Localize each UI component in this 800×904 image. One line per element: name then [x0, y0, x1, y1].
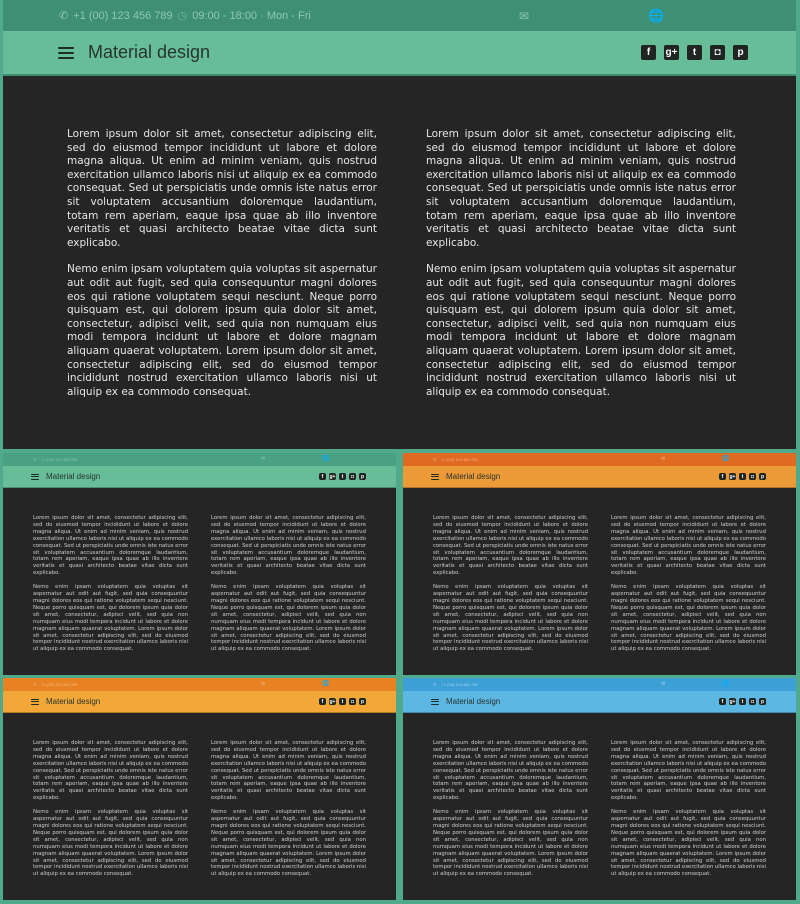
paragraph: Lorem ipsum dolor sit amet, consectetur adipiscing elit, sed do eiusmod tempor incididunt ut labore et dolore magna aliqua. Ut enim ad minim veniam, quis nostrud exercitation ullamco laboris nisi ut aliquip ex ea commodo consequat. Sed ut perspiciatis unde omnis iste natus error sit voluptatem accusantium doloremque laudantium, totam rem aperiam, eaque ipsa quae ab illo inventore veritatis et quasi architecto beatae vitae dicta sunt explicabo. — [211, 515, 366, 577]
mail-icon: ✉ — [661, 681, 666, 687]
paragraph: Nemo enim ipsam voluptatem quia voluptas sit aspernatur aut odit aut fugit, sed quia consequuntur magni dolores eos qui ratione voluptatem sequi nesciunt. Neque porro quisquam est, qui dolorem ipsum quia dolor sit amet, consectetur, adipisci velit, sed quia non numquam eius modi tempora incidunt ut labore et dolore magnam aliquam quaerat voluptatem. Lorem ipsum dolor sit amet, consectetur adipiscing elit, sed do eiusmod tempor incididunt nostrud exercitation ullamco laboris nisi ut aliquip ex ea commodo consequat. — [611, 584, 766, 653]
pinterest-icon: p — [360, 698, 365, 705]
social-links — [633, 45, 748, 60]
app-bar — [3, 31, 796, 76]
twitter-icon: t — [339, 473, 346, 480]
paragraph: Nemo enim ipsam voluptatem quia voluptas sit aspernatur aut odit aut fugit, sed quia consequuntur magni dolores eos qui ratione voluptatem sequi nesciunt. Neque porro quisquam est, qui dolorem ipsum quia dolor sit amet, consectetur, adipisci velit, sed quia non numquam eius modi tempora incidunt ut labore et dolore magnam aliquam quaerat voluptatem. Lorem ipsum dolor sit amet, consectetur adipiscing elit, sed do eiusmod tempor incididunt nostrud exercitation ullamco laboris nisi ut aliquip ex ea commodo consequat. — [211, 584, 366, 653]
pinterest-icon[interactable]: p — [733, 45, 748, 60]
instagram-icon: ◘ — [750, 698, 755, 705]
paragraph: Nemo enim ipsam voluptatem quia voluptas sit aspernatur aut odit aut fugit, sed quia consequuntur magni dolores eos qui ratione voluptatem sequi nesciunt. Neque porro quisquam est, qui dolorem ipsum quia dolor sit amet, consectetur, adipisci velit, sed quia non numquam eius modi tempora incidunt ut labore et dolore magnam aliquam quaerat voluptatem. Lorem ipsum dolor sit amet, consectetur adipiscing elit, sed do eiusmod tempor incididunt nostrud exercitation ullamco laboris nisi ut aliquip ex ea commodo consequat. — [33, 584, 188, 653]
top-info-bar — [3, 678, 396, 691]
top-info-bar — [3, 453, 396, 466]
facebook-icon: f — [319, 473, 326, 480]
theme-preview-deep-orange[interactable] — [403, 453, 796, 675]
instagram-icon: ◘ — [350, 698, 355, 705]
clock-icon: ◷ — [177, 10, 188, 22]
content-area — [3, 76, 796, 412]
instagram-icon: ◘ — [750, 473, 755, 480]
paragraph: Lorem ipsum dolor sit amet, consectetur adipiscing elit, sed do eiusmod tempor incididunt ut labore et dolore magna aliqua. Ut enim ad minim veniam, quis nostrud exercitation ullamco laboris nisi ut aliquip ex ea commodo consequat. Sed ut perspiciatis unde omnis iste natus error sit voluptatem accusantium doloremque laudantium, totam rem aperiam, eaque ipsa quae ab illo inventore veritatis et quasi architecto beatae vitae dicta sunt explicabo. — [426, 128, 736, 249]
phone-icon: ✆ — [33, 682, 37, 687]
phone-icon: ✆ — [433, 682, 437, 687]
hamburger-menu-icon — [431, 699, 439, 705]
app-title: Material design — [446, 472, 501, 481]
top-info-bar — [403, 453, 796, 466]
hamburger-menu-icon — [31, 474, 39, 480]
app-bar — [403, 691, 796, 713]
pinterest-icon: p — [760, 698, 765, 705]
google-plus-icon: g+ — [729, 473, 736, 480]
globe-icon[interactable]: 🌐 — [648, 8, 665, 23]
paragraph: Lorem ipsum dolor sit amet, consectetur adipiscing elit, sed do eiusmod tempor incididunt ut labore et dolore magna aliqua. Ut enim ad minim veniam, quis nostrud exercitation ullamco laboris nisi ut aliquip ex ea commodo consequat. Sed ut perspiciatis unde omnis iste natus error sit voluptatem accusantium doloremque laudantium, totam rem aperiam, eaque ipsa quae ab illo inventore veritatis et quasi architecto beatae vitae dicta sunt explicabo. — [33, 515, 188, 577]
instagram-icon[interactable]: ◘ — [710, 45, 725, 60]
paragraph: Nemo enim ipsam voluptatem quia voluptas sit aspernatur aut odit aut fugit, sed quia consequuntur magni dolores eos qui ratione voluptatem sequi nesciunt. Neque porro quisquam est, qui dolorem ipsum quia dolor sit amet, consectetur, adipisci velit, sed quia non numquam eius modi tempora incidunt ut labore et dolore magnam aliquam quaerat voluptatem. Lorem ipsum dolor sit amet, consectetur adipiscing elit, sed do eiusmod tempor incididunt nostrud exercitation ullamco laboris nisi ut aliquip ex ea commodo consequat. — [211, 809, 366, 878]
paragraph: Nemo enim ipsam voluptatem quia voluptas sit aspernatur aut odit aut fugit, sed quia consequuntur magni dolores eos qui ratione voluptatem sequi nesciunt. Neque porro quisquam est, qui dolorem ipsum quia dolor sit amet, consectetur, adipisci velit, sed quia non numquam eius modi tempora incidunt ut labore et dolore magnam aliquam quaerat voluptatem. Lorem ipsum dolor sit amet, consectetur adipiscing elit, sed do eiusmod tempor incididunt nostrud exercitation ullamco laboris nisi ut aliquip ex ea commodo consequat. — [33, 809, 188, 878]
facebook-icon: f — [719, 698, 726, 705]
content-column-right — [211, 515, 366, 660]
app-title: Material design — [446, 697, 501, 706]
content-column-left — [433, 515, 588, 660]
theme-preview-green[interactable] — [3, 453, 396, 675]
mail-icon: ✉ — [261, 681, 266, 687]
paragraph: Lorem ipsum dolor sit amet, consectetur adipiscing elit, sed do eiusmod tempor incididunt ut labore et dolore magna aliqua. Ut enim ad minim veniam, quis nostrud exercitation ullamco laboris nisi ut aliquip ex ea commodo consequat. Sed ut perspiciatis unde omnis iste natus error sit voluptatem accusantium doloremque laudantium, totam rem aperiam, eaque ipsa quae ab illo inventore veritatis et quasi architecto beatae vitae dicta sunt explicabo. — [433, 515, 588, 577]
content-column-left — [67, 128, 377, 412]
content-column-right — [211, 740, 366, 885]
hamburger-menu-icon — [31, 699, 39, 705]
hamburger-menu-icon[interactable] — [58, 47, 74, 59]
facebook-icon: f — [719, 473, 726, 480]
hamburger-menu-icon — [431, 474, 439, 480]
pinterest-icon: p — [360, 473, 365, 480]
mail-icon[interactable]: ✉ — [519, 9, 530, 23]
top-info-bar — [3, 0, 796, 31]
twitter-icon: t — [339, 698, 346, 705]
phone-number: +1 (00) 123 456 789 — [441, 682, 478, 687]
paragraph: Lorem ipsum dolor sit amet, consectetur adipiscing elit, sed do eiusmod tempor incididunt ut labore et dolore magna aliqua. Ut enim ad minim veniam, quis nostrud exercitation ullamco laboris nisi ut aliquip ex ea commodo consequat. Sed ut perspiciatis unde omnis iste natus error sit voluptatem accusantium doloremque laudantium, totam rem aperiam, eaque ipsa quae ab illo inventore veritatis et quasi architecto beatae vitae dicta sunt explicabo. — [611, 515, 766, 577]
twitter-icon[interactable]: t — [687, 45, 702, 60]
globe-icon: 🌐 — [322, 456, 330, 462]
phone-icon: ✆ — [433, 457, 437, 462]
app-title: Material design — [88, 42, 211, 62]
google-plus-icon: g+ — [729, 698, 736, 705]
instagram-icon: ◘ — [350, 473, 355, 480]
phone-number: +1 (00) 123 456 789 — [73, 9, 173, 22]
app-title: Material design — [46, 697, 101, 706]
paragraph: Nemo enim ipsam voluptatem quia voluptas sit aspernatur aut odit aut fugit, sed quia consequuntur magni dolores eos qui ratione voluptatem sequi nesciunt. Neque porro quisquam est, qui dolorem ipsum quia dolor sit amet, consectetur, adipisci velit, sed quia non numquam eius modi tempora incidunt ut labore et dolore magnam aliquam quaerat voluptatem. Lorem ipsum dolor sit amet, consectetur adipiscing elit, sed do eiusmod tempor incididunt nostrud exercitation ullamco laboris nisi ut aliquip ex ea commodo consequat. — [433, 584, 588, 653]
social-links — [716, 473, 766, 480]
phone-number: +1 (00) 123 456 789 — [41, 457, 78, 462]
phone-icon: ✆ — [59, 10, 69, 22]
facebook-icon[interactable]: f — [641, 45, 656, 60]
twitter-icon: t — [739, 698, 746, 705]
social-links — [316, 473, 366, 480]
content-column-left — [433, 740, 588, 885]
phone-number: +1 (00) 123 456 789 — [41, 682, 78, 687]
working-hours: 09:00 - 18:00 · Mon - Fri — [192, 9, 311, 22]
app-bar — [403, 466, 796, 488]
phone-icon: ✆ — [33, 457, 37, 462]
mail-icon: ✉ — [661, 456, 666, 462]
pinterest-icon: p — [760, 473, 765, 480]
social-links — [316, 698, 366, 705]
content-area — [3, 488, 396, 660]
paragraph: Lorem ipsum dolor sit amet, consectetur adipiscing elit, sed do eiusmod tempor incididunt ut labore et dolore magna aliqua. Ut enim ad minim veniam, quis nostrud exercitation ullamco laboris nisi ut aliquip ex ea commodo consequat. Sed ut perspiciatis unde omnis iste natus error sit voluptatem accusantium doloremque laudantium, totam rem aperiam, eaque ipsa quae ab illo inventore veritatis et quasi architecto beatae vitae dicta sunt explicabo. — [433, 740, 588, 802]
app-bar — [3, 691, 396, 713]
google-plus-icon[interactable]: g+ — [665, 47, 678, 58]
globe-icon: 🌐 — [722, 681, 730, 687]
paragraph: Lorem ipsum dolor sit amet, consectetur adipiscing elit, sed do eiusmod tempor incididunt ut labore et dolore magna aliqua. Ut enim ad minim veniam, quis nostrud exercitation ullamco laboris nisi ut aliquip ex ea commodo consequat. Sed ut perspiciatis unde omnis iste natus error sit voluptatem accusantium doloremque laudantium, totam rem aperiam, eaque ipsa quae ab illo inventore veritatis et quasi architecto beatae vitae dicta sunt explicabo. — [67, 128, 377, 249]
social-links — [716, 698, 766, 705]
content-column-left — [33, 515, 188, 660]
google-plus-icon: g+ — [329, 698, 336, 705]
paragraph: Nemo enim ipsam voluptatem quia voluptas sit aspernatur aut odit aut fugit, sed quia consequuntur magni dolores eos qui ratione voluptatem sequi nesciunt. Neque porro quisquam est, qui dolorem ipsum quia dolor sit amet, consectetur, adipisci velit, sed quia non numquam eius modi tempora incidunt ut labore et dolore magnam aliquam quaerat voluptatem. Lorem ipsum dolor sit amet, consectetur adipiscing elit, sed do eiusmod tempor incididunt nostrud exercitation ullamco laboris nisi ut aliquip ex ea commodo consequat. — [67, 263, 377, 398]
paragraph: Nemo enim ipsam voluptatem quia voluptas sit aspernatur aut odit aut fugit, sed quia consequuntur magni dolores eos qui ratione voluptatem sequi nesciunt. Neque porro quisquam est, qui dolorem ipsum quia dolor sit amet, consectetur, adipisci velit, sed quia non numquam eius modi tempora incidunt ut labore et dolore magnam aliquam quaerat voluptatem. Lorem ipsum dolor sit amet, consectetur adipiscing elit, sed do eiusmod tempor incididunt nostrud exercitation ullamco laboris nisi ut aliquip ex ea commodo consequat. — [433, 809, 588, 878]
globe-icon: 🌐 — [322, 681, 330, 687]
content-area — [403, 713, 796, 885]
content-area — [3, 713, 396, 885]
paragraph: Nemo enim ipsam voluptatem quia voluptas sit aspernatur aut odit aut fugit, sed quia consequuntur magni dolores eos qui ratione voluptatem sequi nesciunt. Neque porro quisquam est, qui dolorem ipsum quia dolor sit amet, consectetur, adipisci velit, sed quia non numquam eius modi tempora incidunt ut labore et dolore magnam aliquam quaerat voluptatem. Lorem ipsum dolor sit amet, consectetur adipiscing elit, sed do eiusmod tempor incididunt nostrud exercitation ullamco laboris nisi ut aliquip ex ea commodo consequat. — [426, 263, 736, 398]
paragraph: Lorem ipsum dolor sit amet, consectetur adipiscing elit, sed do eiusmod tempor incididunt ut labore et dolore magna aliqua. Ut enim ad minim veniam, quis nostrud exercitation ullamco laboris nisi ut aliquip ex ea commodo consequat. Sed ut perspiciatis unde omnis iste natus error sit voluptatem accusantium doloremque laudantium, totam rem aperiam, eaque ipsa quae ab illo inventore veritatis et quasi architecto beatae vitae dicta sunt explicabo. — [33, 740, 188, 802]
theme-preview-light-blue[interactable] — [403, 678, 796, 900]
phone-number: +1 (00) 123 456 789 — [441, 457, 478, 462]
content-area — [403, 488, 796, 660]
twitter-icon: t — [739, 473, 746, 480]
theme-preview-orange[interactable] — [3, 678, 396, 900]
paragraph: Lorem ipsum dolor sit amet, consectetur adipiscing elit, sed do eiusmod tempor incididunt ut labore et dolore magna aliqua. Ut enim ad minim veniam, quis nostrud exercitation ullamco laboris nisi ut aliquip ex ea commodo consequat. Sed ut perspiciatis unde omnis iste natus error sit voluptatem accusantium doloremque laudantium, totam rem aperiam, eaque ipsa quae ab illo inventore veritatis et quasi architecto beatae vitae dicta sunt explicabo. — [211, 740, 366, 802]
content-column-right — [611, 515, 766, 660]
mail-icon: ✉ — [261, 456, 266, 462]
content-column-left — [33, 740, 188, 885]
content-column-right — [611, 740, 766, 885]
paragraph: Nemo enim ipsam voluptatem quia voluptas sit aspernatur aut odit aut fugit, sed quia consequuntur magni dolores eos qui ratione voluptatem sequi nesciunt. Neque porro quisquam est, qui dolorem ipsum quia dolor sit amet, consectetur, adipisci velit, sed quia non numquam eius modi tempora incidunt ut labore et dolore magnam aliquam quaerat voluptatem. Lorem ipsum dolor sit amet, consectetur adipiscing elit, sed do eiusmod tempor incididunt nostrud exercitation ullamco laboris nisi ut aliquip ex ea commodo consequat. — [611, 809, 766, 878]
globe-icon: 🌐 — [722, 456, 730, 462]
google-plus-icon: g+ — [329, 473, 336, 480]
paragraph: Lorem ipsum dolor sit amet, consectetur adipiscing elit, sed do eiusmod tempor incididunt ut labore et dolore magna aliqua. Ut enim ad minim veniam, quis nostrud exercitation ullamco laboris nisi ut aliquip ex ea commodo consequat. Sed ut perspiciatis unde omnis iste natus error sit voluptatem accusantium doloremque laudantium, totam rem aperiam, eaque ipsa quae ab illo inventore veritatis et quasi architecto beatae vitae dicta sunt explicabo. — [611, 740, 766, 802]
main-preview — [3, 0, 796, 449]
app-bar — [3, 466, 396, 488]
content-column-right — [426, 128, 736, 412]
top-info-bar — [403, 678, 796, 691]
facebook-icon: f — [319, 698, 326, 705]
app-title: Material design — [46, 472, 101, 481]
